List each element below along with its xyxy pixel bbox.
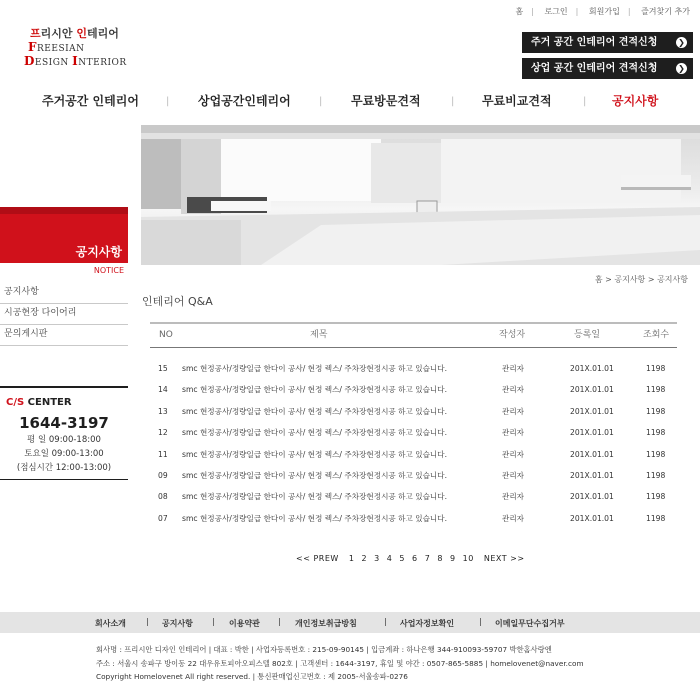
post-title-link[interactable]: smc 현정공사/정량일급 한다이 공사/ 현정 렉스/ 주차장현정시공 하고 있습니다.	[182, 385, 447, 395]
next-page-link[interactable]: NEXT >>	[483, 554, 525, 563]
interior-photo-illustration	[141, 125, 700, 265]
post-title-link[interactable]: smc 현정공사/정량일급 한다이 공사/ 현정 렉스/ 주차장현정시공 하고 있습니다.	[182, 364, 447, 373]
nav-residential[interactable]: 주거공간 인테리어	[42, 94, 139, 108]
logo-korean: 프리시안 인테리어	[30, 27, 119, 40]
signup-link[interactable]: 회원가입	[588, 7, 620, 16]
page-link-4[interactable]: 4	[386, 554, 393, 563]
prev-page-link[interactable]: << PREW	[296, 554, 339, 563]
site-logo[interactable]	[24, 25, 134, 69]
page-link-9[interactable]: 9	[449, 554, 456, 563]
section-title: 공지사항	[75, 245, 122, 259]
footer-email-refusal[interactable]: 이메일무단수집거부	[495, 619, 565, 628]
cs-center-label: C/S CENTER	[6, 397, 72, 408]
side-menu-inquiry[interactable]: 문의게시판	[0, 325, 128, 346]
table-row[interactable]: 13 smc 현정공사/정량일급 한다이 공사/ 현정 렉스/ 주차장현정시공 하고 있습니다. 관리자 201X.01.01 1198	[150, 401, 677, 422]
bookmark-link[interactable]: 즐겨찾기 추가	[641, 7, 690, 16]
footer-business-info[interactable]: 사업자정보확인	[400, 619, 455, 628]
page-link-5[interactable]: 5	[399, 554, 405, 563]
table-header	[150, 322, 677, 348]
page-title: 인테리어 Q&A	[142, 295, 213, 308]
login-link[interactable]: 로그인	[544, 7, 568, 16]
nav-free-compare[interactable]: 무료비교견적	[482, 94, 552, 108]
nav-commercial[interactable]: 상업공간인테리어	[198, 94, 291, 108]
notice-board-table	[150, 322, 677, 529]
footer-company-info	[96, 643, 584, 684]
pagination	[296, 554, 529, 563]
chevron-right-icon: ❯	[676, 63, 687, 74]
footer-navigation: 회사소개 | 공지사항 | 이용약관 | 개인정보취급방침 | 사업자정보확인 | 이메일무단수집거부	[0, 612, 700, 633]
post-title-link[interactable]: smc 현정공사/정량일급 한다이 공사/ 현정 렉스/ 주차장현정시공 하고 있습니다.	[182, 449, 447, 459]
residential-quote-button[interactable]: 주거 공간 인테리어 견적신청 ❯	[522, 32, 693, 53]
post-title-link[interactable]: smc 현정공사/정량일급 한다이 공사/ 현정 렉스/ 주차장현정시공 하고 있습니다.	[182, 492, 447, 502]
commercial-quote-button[interactable]: 상업 공간 인테리어 견적신청 ❯	[522, 58, 693, 79]
section-header	[0, 207, 128, 275]
logo-line-2: DESIGN INTERIOR	[24, 54, 127, 68]
chevron-right-icon: ❯	[676, 37, 687, 48]
footer-terms[interactable]: 이용약관	[229, 619, 260, 628]
post-title-link[interactable]: smc 현정공사/정량일급 한다이 공사/ 현정 렉스/ 주차장현정시공 하고 있습니다.	[182, 513, 447, 523]
side-menu-notice[interactable]: 공지사항	[0, 283, 128, 304]
page-link-10[interactable]: 10	[462, 554, 474, 563]
page-link-7[interactable]: 7	[424, 554, 431, 563]
post-title-link[interactable]: smc 현정공사/정량일급 한다이 공사/ 현정 렉스/ 주차장현정시공 하고 있습니다.	[182, 428, 447, 438]
header-no: NO	[159, 330, 173, 340]
cs-phone-number: 1644-3197	[19, 414, 109, 432]
logo-line-1: FREESIAN	[28, 40, 85, 54]
main-navigation: 주거공간 인테리어 | 상업공간인테리어 | 무료방문견적 | 무료비교견적 | 공지사항	[42, 94, 659, 108]
cs-hours-weekday: 평 일 09:00-18:00	[27, 435, 101, 445]
side-menu-diary[interactable]: 시공현장 다이어리	[0, 304, 128, 325]
page-link-8[interactable]: 8	[437, 554, 443, 563]
side-menu	[0, 283, 128, 346]
post-title-link[interactable]: smc 현정공사/정량일급 한다이 공사/ 현정 렉스/ 주차장현정시공 하고 있습니다.	[182, 406, 447, 416]
header-date: 등록일	[574, 330, 601, 340]
page-link-1[interactable]: 1	[348, 554, 355, 563]
footer-info-line-3: Copyright Homelovenet All right reserved. | 통신판매업신고번호 : 제 2005-서울송파-0276	[96, 672, 408, 681]
cs-hours-saturday: 토요일 09:00-13:00	[24, 449, 104, 459]
table-row[interactable]: 15 smc 현정공사/정량일급 한다이 공사/ 현정 렉스/ 주차장현정시공 하고 있습니다. 관리자 201X.01.01 1198	[150, 358, 677, 379]
nav-free-visit[interactable]: 무료방문견적	[351, 94, 421, 108]
header-writer: 작성자	[499, 330, 526, 340]
header-title: 제목	[310, 330, 328, 340]
table-row[interactable]: 14 smc 현정공사/정량일급 한다이 공사/ 현정 렉스/ 주차장현정시공 하고 있습니다. 관리자 201X.01.01 1198	[150, 379, 677, 400]
footer-info-line-2: 주소 : 서울시 송파구 방이동 22 대우유토피아오피스텔 802호 | 고객센터 : 1644-3197, 휴일 및 야간 : 0507-865-5885 | homelovenet@naver.com	[96, 658, 584, 668]
table-row[interactable]: 12 smc 현정공사/정량일급 한다이 공사/ 현정 렉스/ 주차장현정시공 하고 있습니다. 관리자 201X.01.01 1198	[150, 422, 677, 443]
table-row[interactable]: 09 smc 현정공사/정량일급 한다이 공사/ 현정 렉스/ 주차장현정시공 하고 있습니다. 관리자 201X.01.01 1198	[150, 465, 677, 486]
home-link[interactable]: 홈	[515, 7, 524, 16]
table-row[interactable]: 11 smc 현정공사/정량일급 한다이 공사/ 현정 렉스/ 주차장현정시공 하고 있습니다. 관리자 201X.01.01 1198	[150, 444, 677, 465]
page-link-3[interactable]: 3	[374, 554, 380, 563]
section-subtitle: NOTICE	[93, 266, 124, 275]
cs-hours-lunch: (점심시간 12:00-13:00)	[16, 463, 112, 473]
page-link-2[interactable]: 2	[361, 554, 368, 563]
page-link-6[interactable]: 6	[412, 554, 418, 563]
cs-center-box	[0, 386, 128, 480]
footer-info-line-1: 회사명 : 프리시안 디자인 인테리어 | 대표 : 박한 | 사업자등록번호 : 215-09-90145 | 입금계좌 : 하나은행 344-910093-59707 박한홈사랑엔	[96, 645, 552, 654]
table-row[interactable]: 08 smc 현정공사/정량일급 한다이 공사/ 현정 렉스/ 주차장현정시공 하고 있습니다. 관리자 201X.01.01 1198	[150, 486, 677, 507]
header-views: 조회수	[643, 330, 670, 340]
footer-about[interactable]: 회사소개	[95, 619, 126, 628]
hero-interior-image	[141, 125, 700, 265]
footer-privacy[interactable]: 개인정보취급방침	[295, 619, 357, 628]
table-row[interactable]: 07 smc 현정공사/정량일급 한다이 공사/ 현정 렉스/ 주차장현정시공 하고 있습니다. 관리자 201X.01.01 1198	[150, 508, 677, 529]
nav-notice[interactable]: 공지사항	[612, 94, 659, 108]
footer-notice[interactable]: 공지사항	[162, 619, 193, 628]
post-title-link[interactable]: smc 현정공사/정량일급 한다이 공사/ 현정 렉스/ 주차장현정시공 하고 있습니다.	[182, 470, 447, 480]
breadcrumb: 홈 > 공지사항 > 공지사항	[594, 275, 688, 284]
top-utility-links: 홈 | 로그인 | 회원가입 | 즐겨찾기 추가	[515, 7, 690, 16]
